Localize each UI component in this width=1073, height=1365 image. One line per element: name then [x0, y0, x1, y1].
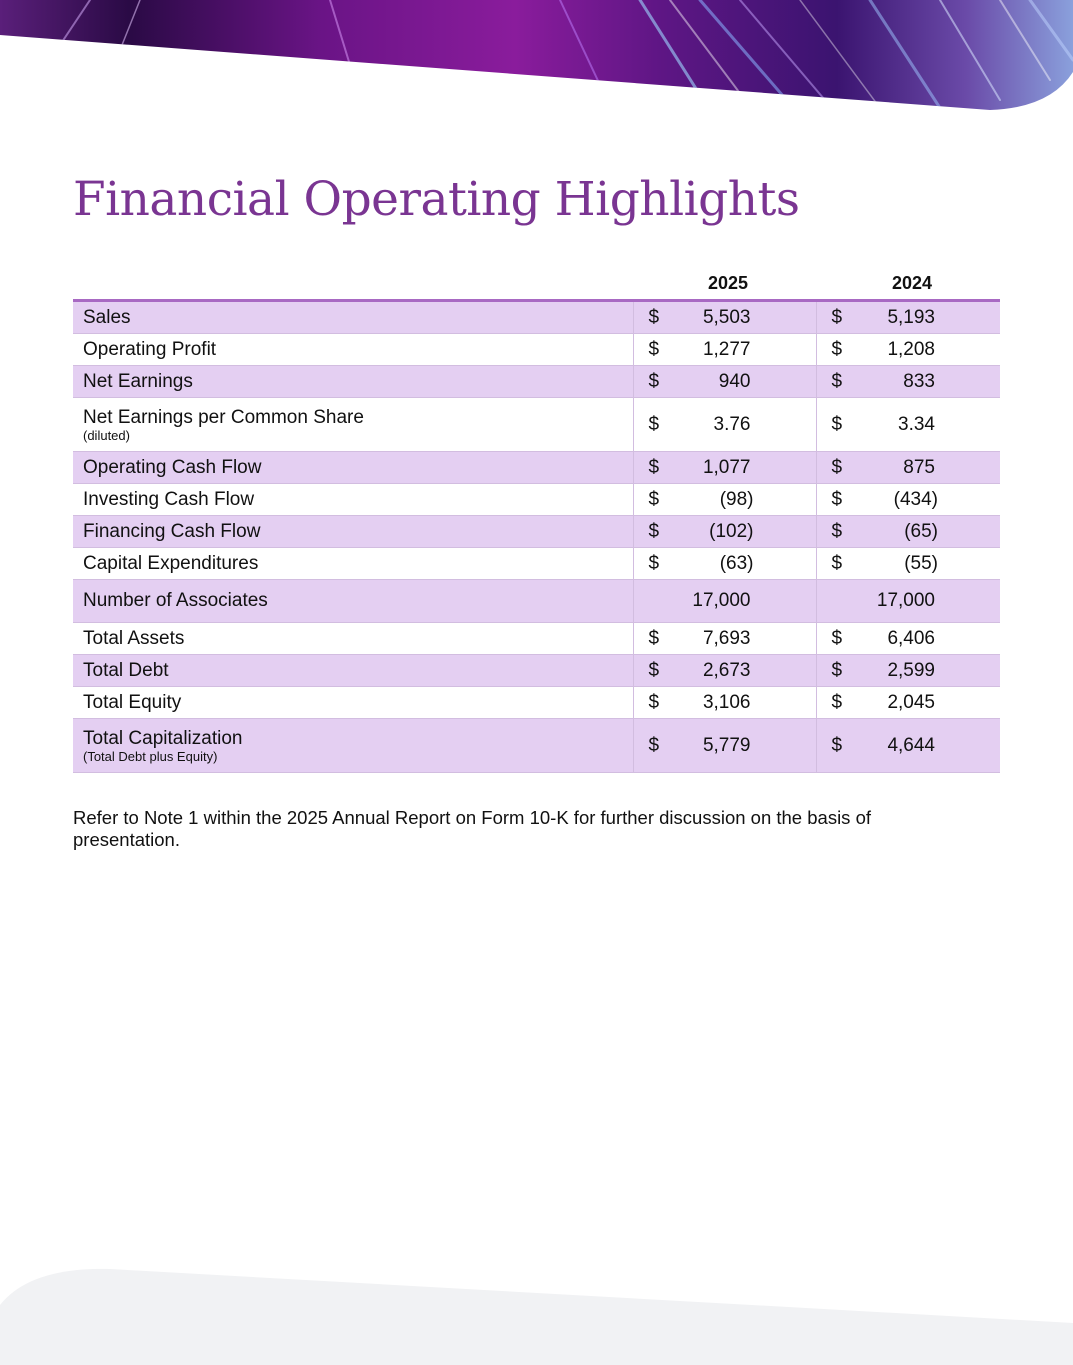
value-2024-cell	[816, 623, 1000, 655]
value-2024: (55)	[904, 552, 938, 574]
value-2024-cell	[816, 548, 1000, 580]
value-2024: 17,000	[876, 590, 935, 611]
value-2024: 6,406	[887, 627, 935, 649]
value-2025-cell	[633, 366, 816, 398]
value-2024: 2,045	[887, 691, 935, 713]
value-2025: 3.76	[713, 413, 751, 435]
currency-symbol: $	[831, 552, 843, 574]
row-label-cell	[73, 687, 633, 719]
row-label-cell	[73, 398, 633, 452]
currency-symbol: $	[648, 370, 660, 392]
value-2025-cell	[633, 301, 816, 334]
table-row-number-of-associates	[73, 580, 1000, 623]
label-column-header	[73, 268, 633, 301]
currency-symbol: $	[831, 413, 843, 435]
row-sublabel: (diluted)	[83, 427, 130, 443]
row-label: Operating Cash Flow	[83, 456, 262, 478]
value-2024: 2,599	[887, 659, 935, 681]
value-2025-cell	[633, 623, 816, 655]
table-row-financing-cash-flow	[73, 516, 1000, 548]
row-label: Net Earnings per Common Share	[83, 406, 364, 428]
value-2024: (434)	[893, 488, 938, 510]
row-label: Net Earnings	[83, 370, 193, 392]
value-2025-cell	[633, 580, 816, 623]
currency-symbol: $	[831, 734, 843, 756]
value-2024: 1,208	[887, 338, 935, 360]
row-label: Capital Expenditures	[83, 552, 259, 574]
currency-symbol: $	[648, 627, 660, 649]
value-2025-cell	[633, 719, 816, 773]
currency-symbol: $	[648, 520, 660, 542]
value-2025-cell	[633, 484, 816, 516]
table-row-total-assets	[73, 623, 1000, 655]
row-label: Sales	[83, 306, 131, 328]
currency-symbol: $	[831, 456, 843, 478]
header-banner-graphic	[0, 0, 1073, 115]
currency-symbol: $	[648, 338, 660, 360]
value-2024-cell	[816, 687, 1000, 719]
value-2025-cell	[633, 655, 816, 687]
currency-symbol: $	[831, 338, 843, 360]
row-label-cell	[73, 655, 633, 687]
value-2025: 940	[718, 370, 751, 392]
footnote: Refer to Note 1 within the 2025 Annual Report on Form 10-K for further discussion on the basis of presentation.	[73, 807, 871, 850]
value-2024-cell	[816, 452, 1000, 484]
row-label: Investing Cash Flow	[83, 488, 255, 510]
value-2025: 7,693	[702, 627, 751, 649]
row-label-cell	[73, 580, 633, 623]
row-label: Total Capitalization	[83, 727, 243, 749]
year-2024-header: 2024	[816, 268, 1000, 301]
row-label-cell	[73, 548, 633, 580]
row-label: Number of Associates	[83, 590, 268, 611]
value-2024: (65)	[904, 520, 938, 542]
value-2025: 3,106	[702, 691, 751, 713]
value-2024: 5,193	[887, 306, 935, 328]
row-label: Financing Cash Flow	[83, 520, 261, 542]
table-header-row	[73, 268, 1000, 301]
currency-symbol: $	[648, 456, 660, 478]
row-label-cell	[73, 334, 633, 366]
value-2024-cell	[816, 398, 1000, 452]
value-2024-cell	[816, 580, 1000, 623]
currency-symbol: $	[831, 370, 843, 392]
value-2024-cell	[816, 334, 1000, 366]
value-2025: 17,000	[692, 590, 751, 611]
value-2025-cell	[633, 687, 816, 719]
row-label: Total Equity	[83, 691, 182, 713]
page-title: Financial Operating Highlights	[73, 172, 800, 227]
value-2024-cell	[816, 719, 1000, 773]
value-2024-cell	[816, 655, 1000, 687]
value-2025: (63)	[719, 552, 754, 574]
value-2024: 4,644	[887, 734, 935, 756]
table-row-operating-profit	[73, 334, 1000, 366]
row-label: Operating Profit	[83, 338, 217, 360]
table-row-eps-diluted	[73, 398, 1000, 452]
value-2025-cell	[633, 516, 816, 548]
currency-symbol: $	[648, 734, 660, 756]
value-2024-cell	[816, 366, 1000, 398]
value-2025: 1,077	[702, 456, 751, 478]
currency-symbol: $	[831, 627, 843, 649]
table-row-net-earnings	[73, 366, 1000, 398]
row-label-cell	[73, 301, 633, 334]
currency-symbol: $	[831, 691, 843, 713]
currency-symbol: $	[831, 659, 843, 681]
row-sublabel: (Total Debt plus Equity)	[83, 748, 218, 764]
currency-symbol: $	[648, 552, 660, 574]
table-row-total-capitalization	[73, 719, 1000, 773]
value-2024-cell	[816, 484, 1000, 516]
value-2025-cell	[633, 452, 816, 484]
value-2025: 5,779	[702, 734, 751, 756]
value-2024: 3.34	[898, 413, 935, 435]
table-row-investing-cash-flow	[73, 484, 1000, 516]
table-row-total-debt	[73, 655, 1000, 687]
value-2025: 2,673	[702, 659, 751, 681]
row-label-cell	[73, 623, 633, 655]
year-2025-header: 2025	[633, 268, 816, 301]
currency-symbol: $	[648, 488, 660, 510]
footer-decoration	[0, 1265, 1073, 1365]
currency-symbol: $	[648, 413, 660, 435]
value-2025: (102)	[709, 520, 754, 542]
value-2024-cell	[816, 516, 1000, 548]
currency-symbol: $	[831, 520, 843, 542]
row-label-cell	[73, 719, 633, 773]
currency-symbol: $	[648, 691, 660, 713]
value-2025-cell	[633, 548, 816, 580]
financial-highlights-table	[73, 268, 1000, 773]
value-2025: 5,503	[702, 306, 751, 328]
value-2024: 833	[903, 370, 935, 392]
table-row-operating-cash-flow	[73, 452, 1000, 484]
table-row-sales	[73, 301, 1000, 334]
value-2025-cell	[633, 334, 816, 366]
value-2025: 1,277	[702, 338, 751, 360]
table-row-capital-expenditures	[73, 548, 1000, 580]
value-2025-cell	[633, 398, 816, 452]
table-row-total-equity	[73, 687, 1000, 719]
row-label-cell	[73, 484, 633, 516]
currency-symbol: $	[831, 488, 843, 510]
value-2025: (98)	[719, 488, 754, 510]
value-2024: 875	[903, 456, 935, 478]
currency-symbol: $	[831, 306, 843, 328]
currency-symbol: $	[648, 659, 660, 681]
value-2024-cell	[816, 301, 1000, 334]
row-label-cell	[73, 452, 633, 484]
row-label: Total Debt	[83, 659, 169, 681]
row-label: Total Assets	[83, 627, 185, 649]
row-label-cell	[73, 366, 633, 398]
row-label-cell	[73, 516, 633, 548]
currency-symbol: $	[648, 306, 660, 328]
